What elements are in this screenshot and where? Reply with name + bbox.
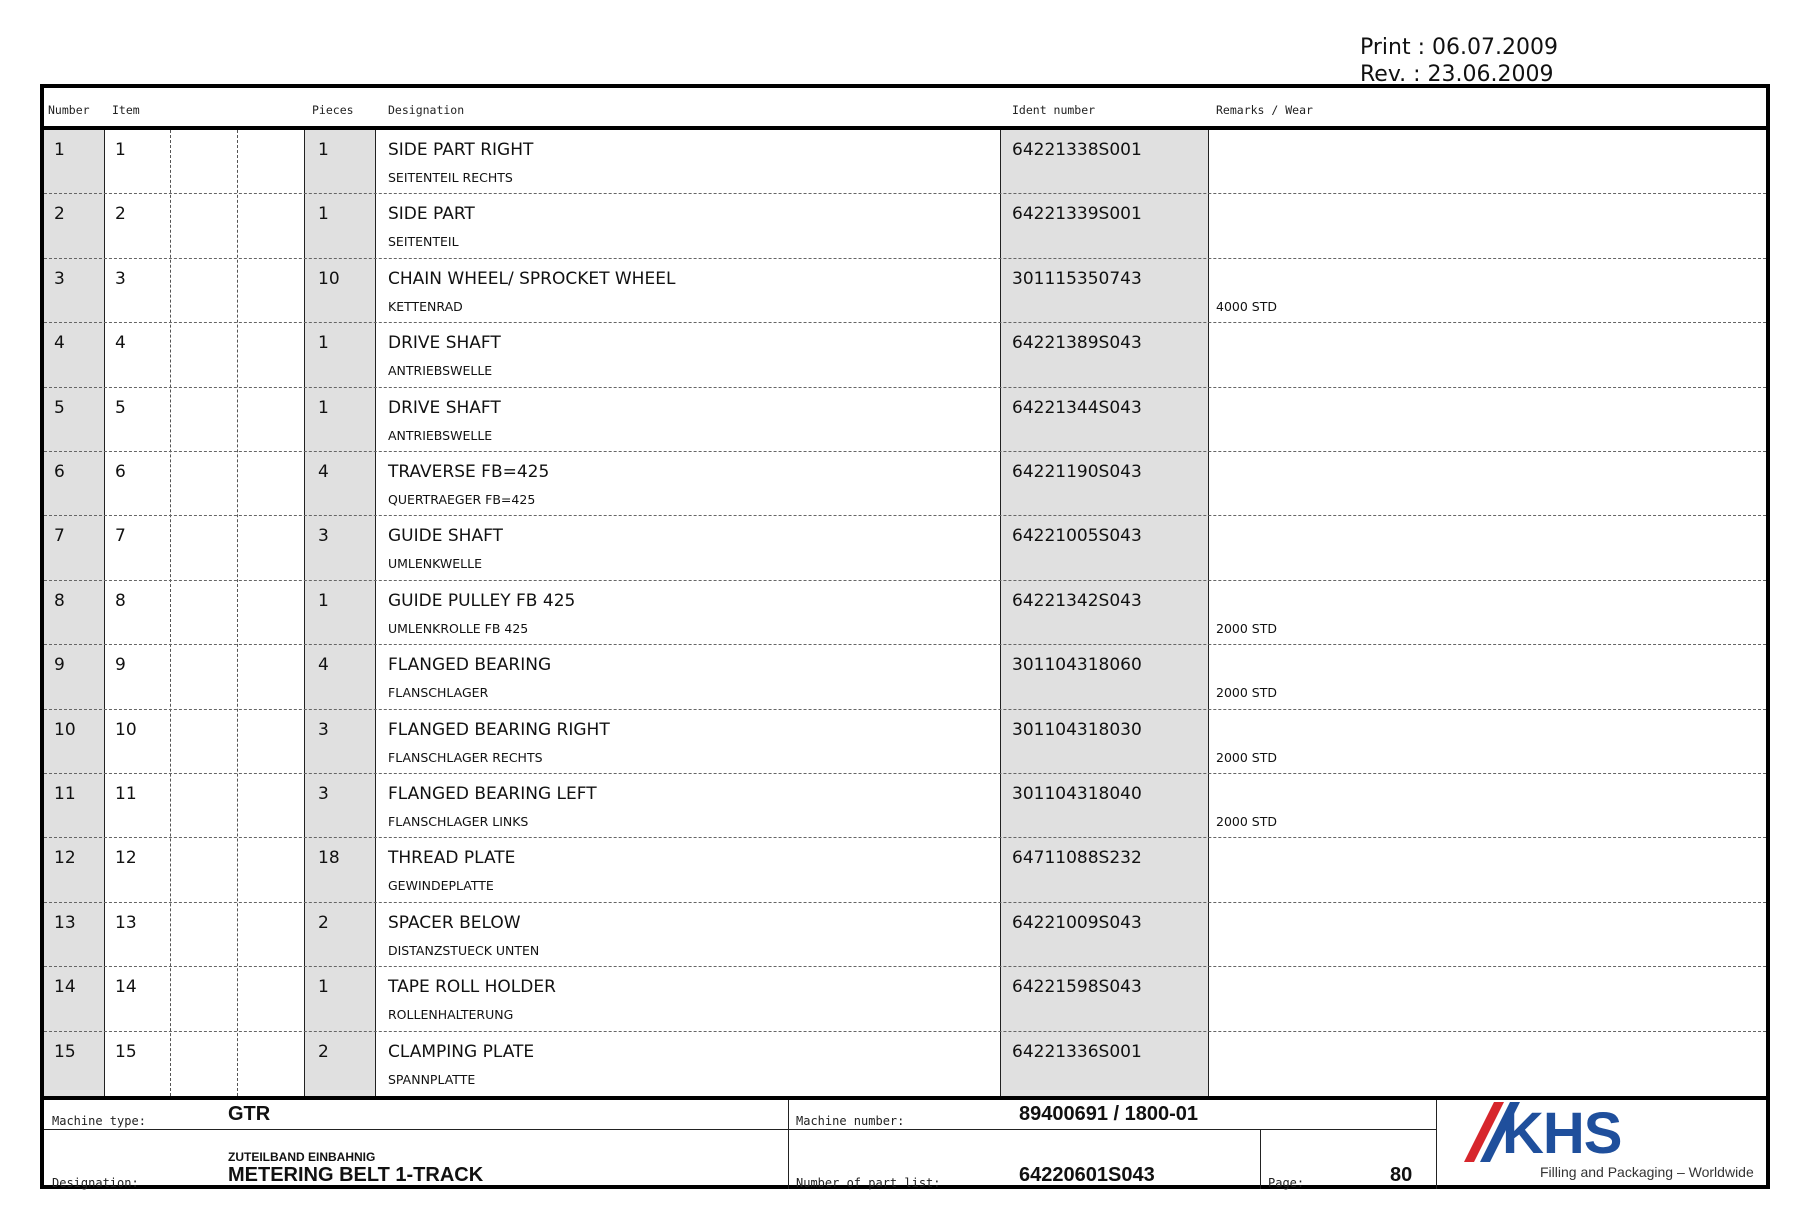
row-designation-german: SEITENTEIL: [388, 234, 459, 250]
row-item: 4: [115, 333, 126, 354]
row-ident-number: 301104318040: [1012, 784, 1142, 804]
row-designation: TRAVERSE FB=425: [388, 462, 550, 482]
row-item: 8: [115, 590, 126, 611]
header-number: Number: [48, 103, 90, 117]
header-pieces: Pieces: [312, 103, 354, 117]
row-designation-german: UMLENKWELLE: [388, 556, 482, 572]
row-designation: GUIDE PULLEY FB 425: [388, 590, 576, 611]
row-pieces: 18: [318, 848, 340, 869]
revision-date: Rev. : 23.06.2009: [1360, 62, 1554, 87]
row-remarks: 2000 STD: [1216, 749, 1277, 765]
row-pieces: 3: [318, 526, 329, 547]
table-row: [44, 259, 1766, 323]
row-ident-number: 64221389S043: [1012, 333, 1142, 354]
row-pieces: 1: [318, 397, 329, 418]
designation-value: METERING BELT 1-TRACK: [228, 1164, 484, 1186]
row-remarks: 2000 STD: [1216, 685, 1277, 701]
table-row: [44, 452, 1766, 516]
row-pieces: 3: [318, 719, 329, 740]
table-row: [44, 774, 1766, 838]
row-item: 12: [115, 848, 137, 869]
footer-divider: [1260, 1129, 1261, 1189]
row-designation: SIDE PART RIGHT: [388, 140, 534, 160]
row-ident-number: 301115350743: [1012, 268, 1142, 289]
row-designation-german: SEITENTEIL RECHTS: [388, 170, 513, 185]
khs-logo: [1436, 1100, 1766, 1189]
row-number: 1: [54, 140, 65, 160]
page-label: Page:: [1268, 1176, 1305, 1190]
row-number: 8: [54, 590, 65, 611]
row-pieces: 1: [318, 140, 329, 160]
table-row: [44, 388, 1766, 452]
print-date: Print : 06.07.2009: [1360, 35, 1558, 60]
row-number: 5: [54, 397, 65, 418]
row-ident-number: 64711088S232: [1012, 848, 1142, 869]
row-designation: DRIVE SHAFT: [388, 333, 501, 354]
table-row: [44, 130, 1766, 194]
khs-logo-tagline: Filling and Packaging – Worldwide: [1540, 1164, 1754, 1180]
row-pieces: 3: [318, 784, 329, 804]
row-designation-german: QUERTRAEGER FB=425: [388, 492, 536, 507]
row-item: 13: [115, 912, 137, 933]
row-pieces: 4: [318, 462, 329, 482]
table-row: [44, 1032, 1766, 1096]
header-designation: Designation: [388, 103, 465, 117]
row-designation-german: ANTRIEBSWELLE: [388, 363, 493, 379]
row-ident-number: 64221339S001: [1012, 204, 1142, 225]
row-remarks: 2000 STD: [1216, 620, 1277, 636]
row-pieces: 2: [318, 1041, 329, 1062]
row-pieces: 2: [318, 912, 329, 933]
row-item: 11: [115, 784, 137, 804]
row-number: 9: [54, 655, 65, 676]
machine-type-label: Machine type:: [52, 1114, 146, 1128]
row-designation: THREAD PLATE: [388, 848, 516, 869]
row-ident-number: 64221344S043: [1012, 397, 1142, 418]
row-ident-number: 301104318060: [1012, 655, 1142, 676]
table-row: [44, 967, 1766, 1031]
row-number: 13: [54, 912, 76, 933]
row-designation: SPACER BELOW: [388, 912, 521, 933]
row-designation: DRIVE SHAFT: [388, 397, 501, 418]
row-number: 3: [54, 268, 65, 289]
row-designation: GUIDE SHAFT: [388, 526, 503, 547]
row-number: 10: [54, 719, 76, 740]
row-item: 5: [115, 397, 126, 418]
row-designation-german: UMLENKROLLE FB 425: [388, 620, 529, 636]
part-list-value: 64220601S043: [1019, 1164, 1155, 1186]
row-pieces: 4: [318, 655, 329, 676]
row-item: 1: [115, 140, 126, 160]
table-row: [44, 838, 1766, 902]
row-number: 4: [54, 333, 65, 354]
khs-logo-text: KHS: [1502, 1101, 1622, 1166]
row-designation: FLANGED BEARING RIGHT: [388, 719, 610, 740]
row-item: 6: [115, 462, 126, 482]
machine-number-label: Machine number:: [796, 1114, 905, 1128]
row-pieces: 1: [318, 204, 329, 225]
parts-table-body: [44, 130, 1766, 1096]
row-designation-german: ANTRIEBSWELLE: [388, 427, 493, 443]
row-designation-german: SPANNPLATTE: [388, 1071, 476, 1087]
table-row: [44, 903, 1766, 967]
row-item: 10: [115, 719, 137, 740]
header-item: Item: [112, 103, 140, 117]
footer-divider: [788, 1100, 789, 1189]
row-designation: SIDE PART: [388, 204, 475, 225]
row-designation: FLANGED BEARING LEFT: [388, 784, 597, 804]
row-designation-german: ROLLENHALTERUNG: [388, 1007, 514, 1023]
row-designation-german: GEWINDEPLATTE: [388, 878, 494, 894]
row-designation: CHAIN WHEEL/ SPROCKET WHEEL: [388, 268, 676, 289]
table-header: [44, 88, 1766, 130]
row-designation: FLANGED BEARING: [388, 655, 552, 676]
row-ident-number: 64221009S043: [1012, 912, 1142, 933]
row-remarks: 4000 STD: [1216, 298, 1277, 314]
row-number: 11: [54, 784, 76, 804]
footer-divider: [44, 1129, 1436, 1130]
row-ident-number: 301104318030: [1012, 719, 1142, 740]
row-ident-number: 64221005S043: [1012, 526, 1142, 547]
row-designation-german: FLANSCHLAGER: [388, 685, 489, 701]
table-row: [44, 323, 1766, 387]
row-item: 9: [115, 655, 126, 676]
row-designation-german: KETTENRAD: [388, 298, 463, 314]
row-designation-german: FLANSCHLAGER LINKS: [388, 814, 529, 829]
print-info: [1360, 34, 1558, 88]
row-pieces: 1: [318, 333, 329, 354]
title-block: [44, 1096, 1766, 1189]
header-remarks: Remarks / Wear: [1216, 103, 1313, 117]
row-item: 3: [115, 268, 126, 289]
row-number: 6: [54, 462, 65, 482]
header-ident-number: Ident number: [1012, 103, 1096, 117]
row-pieces: 1: [318, 977, 329, 998]
table-row: [44, 710, 1766, 774]
row-designation: TAPE ROLL HOLDER: [388, 977, 556, 998]
row-ident-number: 64221338S001: [1012, 140, 1142, 160]
table-row: [44, 516, 1766, 580]
row-ident-number: 64221598S043: [1012, 977, 1142, 998]
row-ident-number: 64221342S043: [1012, 590, 1142, 611]
row-remarks: 2000 STD: [1216, 814, 1277, 829]
table-row: [44, 194, 1766, 258]
row-designation-german: FLANSCHLAGER RECHTS: [388, 749, 543, 765]
row-ident-number: 64221190S043: [1012, 462, 1142, 482]
designation-german: ZUTEILBAND EINBAHNIG: [228, 1150, 376, 1164]
row-number: 7: [54, 526, 65, 547]
table-row: [44, 645, 1766, 709]
row-number: 15: [54, 1041, 76, 1062]
row-number: 14: [54, 977, 76, 998]
row-item: 15: [115, 1041, 137, 1062]
row-designation-german: DISTANZSTUECK UNTEN: [388, 942, 540, 958]
row-designation: CLAMPING PLATE: [388, 1041, 535, 1062]
machine-type-value: GTR: [228, 1103, 271, 1125]
row-item: 7: [115, 526, 126, 547]
machine-number-value: 89400691 / 1800-01: [1019, 1103, 1199, 1125]
row-pieces: 10: [318, 268, 340, 289]
row-number: 2: [54, 204, 65, 225]
row-item: 14: [115, 977, 137, 998]
row-pieces: 1: [318, 590, 329, 611]
row-item: 2: [115, 204, 126, 225]
table-row: [44, 581, 1766, 645]
part-list-label: Number of part list:: [796, 1176, 941, 1190]
designation-label: Designation:: [52, 1176, 139, 1190]
row-ident-number: 64221336S001: [1012, 1041, 1142, 1062]
row-number: 12: [54, 848, 76, 869]
parts-list-sheet: [40, 84, 1770, 1189]
page-value: 80: [1390, 1164, 1413, 1186]
